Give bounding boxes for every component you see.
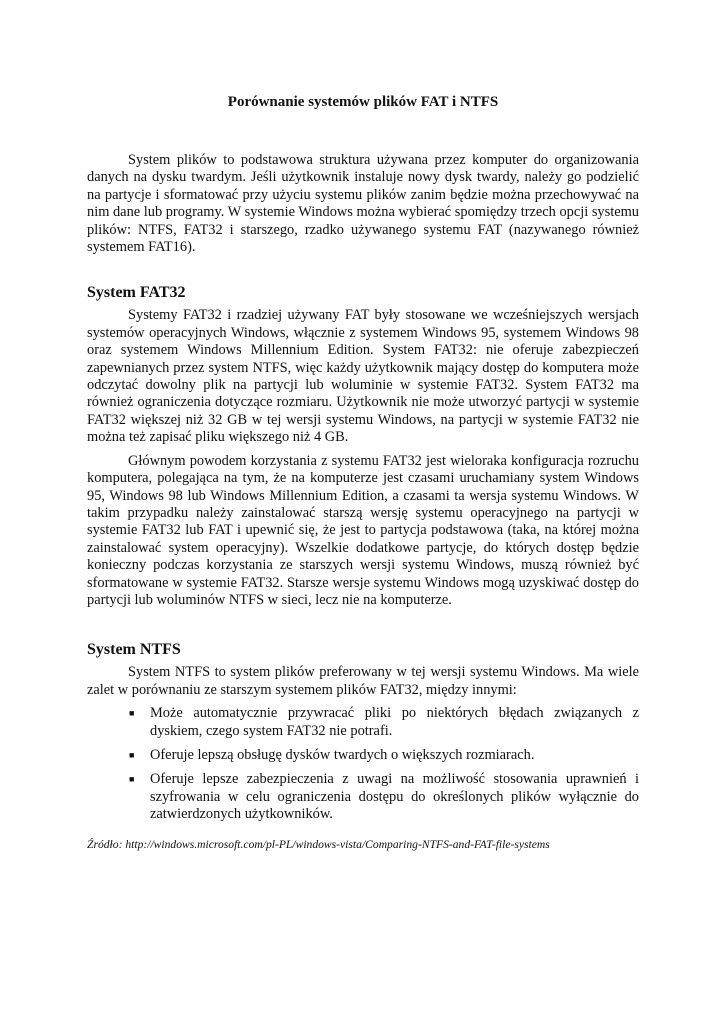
list-item-text: Oferuje lepsze zabezpieczenia z uwagi na możliwość stosowania uprawnień i szyfrowania w celu ograniczenia dostępu do określonych plików wyłącznie do zatwierdzonych użytkowników. (150, 771, 639, 823)
ntfs-section (87, 640, 639, 823)
square-bullet-icon: ■ (129, 708, 135, 719)
ntfs-advantages-list (87, 705, 639, 823)
document-title: Porównanie systemów plików FAT i NTFS (227, 94, 499, 110)
intro-paragraph: System plików to podstawowa struktura używana przez komputer do organizowania danych na dysku twardym. Jeśli użytkownik instaluje nowy dysk twardy, należy go podzielić na partycje i sformatować przy użyciu systemu plików zanim będzie można przechowywać na nim dane lub programy. W systemie Windows można wybierać spomiędzy trzech opcji systemu plików: NTFS, FAT32 i starszego, rzadko używanego systemu FAT (nazywanego również systemem FAT16). (87, 152, 640, 256)
list-item (87, 705, 639, 740)
fat32-paragraph-1: Systemy FAT32 i rzadziej używany FAT były stosowane we wcześniejszych wersjach systemów operacyjnych Windows, włącznie z systemem Windows 95, systemem Windows 98 oraz systemem Windows Millennium Edition. System FAT32: nie oferuje zabezpieczeń zapewnianych przez system NTFS, więc każdy użytkownik mający dostęp do komputera może odczytać dowolny plik na partycji lub woluminie w systemie FAT32. System FAT32 ma również ograniczenia dotyczące rozmiaru. Użytkownik nie może utworzyć partycji w systemie FAT32 większej niż 32 GB w tej wersji systemu Windows, na partycji w systemie FAT32 nie można też zapisać pliku większego niż 4 GB. (87, 307, 639, 446)
square-bullet-icon: ■ (129, 774, 135, 785)
list-item-text: Może automatycznie przywracać pliki po niektórych błędach związanych z dyskiem, czego system FAT32 nie potrafi. (150, 705, 639, 739)
ntfs-paragraph-1: System NTFS to system plików preferowany w tej wersji systemu Windows. Ma wiele zalet w porównaniu ze starszym systemem plików FAT32, między innymi: (87, 664, 639, 698)
square-bullet-icon: ■ (129, 749, 135, 760)
source-citation: Źródło: http://windows.microsoft.com/pl-PL/windows-vista/Comparing-NTFS-and-FAT-file-systems (87, 837, 550, 851)
fat32-heading: System FAT32 (87, 284, 186, 302)
document-page (87, 92, 639, 852)
ntfs-heading: System NTFS (87, 641, 181, 659)
fat32-section (87, 283, 639, 609)
list-item (87, 747, 639, 764)
fat32-paragraph-2: Głównym powodem korzystania z systemu FAT32 jest wieloraka konfiguracja rozruchu komputera, polegająca na tym, że na komputerze jest czasami uruchamiany system Windows 95, Windows 98 lub Windows Millennium Edition, a czasami ta wersja systemu Windows. W takim przypadku należy zainstalować starszą wersję systemu operacyjnego na partycji w systemie FAT32 lub FAT i upewnić się, że jest to partycja podstawowa (taka, na której można zainstalować system operacyjny). Wszelkie dodatkowe partycje, do których dostęp będzie konieczny podczas korzystania ze starszych wersji systemu Windows, muszą również być sformatowane w systemie FAT32. Starsze wersje systemu Windows mogą uzyskiwać dostęp do partycji lub woluminów NTFS w sieci, lecz nie na komputerze. (87, 452, 639, 608)
list-item-text: Oferuje lepszą obsługę dysków twardych o większych rozmiarach. (150, 746, 535, 763)
list-item (87, 771, 639, 823)
